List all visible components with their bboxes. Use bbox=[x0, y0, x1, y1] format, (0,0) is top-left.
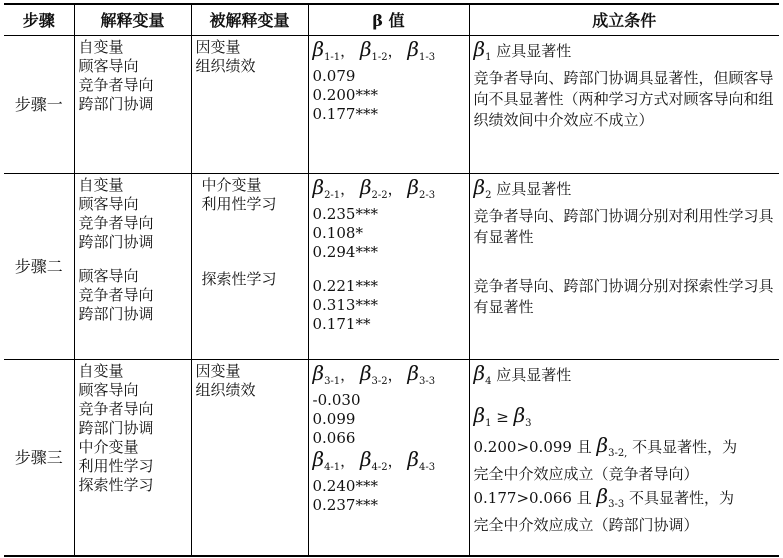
condition-line: 0.177>0.066 且 $\beta_{3-3}$ 不具显著性，为 bbox=[473, 484, 734, 510]
explanatory-item: 顾客导向 bbox=[78, 267, 139, 285]
explanatory-cell bbox=[74, 36, 191, 174]
explanatory-item: 跨部门协调 bbox=[78, 233, 154, 251]
beta-value: 0.177*** bbox=[312, 105, 378, 123]
explanatory-item: 顾客导向 bbox=[78, 195, 139, 213]
beta-cell bbox=[308, 174, 469, 360]
beta-value: 0.240*** bbox=[312, 477, 378, 495]
table-row-step-1 bbox=[4, 36, 779, 174]
beta-symbols: $\beta_{3-1}$， $\beta_{3-2}$， $\beta_{3-3}$ bbox=[312, 361, 436, 387]
condition-title: $\beta_4$ 应具显著性 bbox=[473, 361, 572, 387]
beta-cell bbox=[308, 360, 469, 556]
beta-value: 0.066 bbox=[312, 429, 356, 447]
beta-value: 0.171** bbox=[312, 315, 371, 333]
condition-text: 竞争者导向、跨部门协调分别对探索性学习具有显著性 bbox=[473, 277, 774, 316]
beta-value: 0.237*** bbox=[312, 496, 378, 514]
dependent-item: 因变量 bbox=[195, 38, 241, 56]
condition-title: $\beta_2$ 应具显著性 bbox=[473, 175, 572, 201]
explanatory-item: 竞争者导向 bbox=[78, 76, 154, 94]
dependent-item: 组织绩效 bbox=[195, 381, 256, 399]
explanatory-item: 跨部门协调 bbox=[78, 419, 154, 437]
beta-symbols: $\beta_{2-1}$， $\beta_{2-2}$， $\beta_{2-3}$ bbox=[312, 175, 436, 201]
condition-text: 竞争者导向、跨部门协调具显著性，但顾客导向不具显著性（两种学习方式对顾客导向和组织绩效间中介效应不成立） bbox=[473, 69, 774, 129]
condition-line: 完全中介效应成立（竞争者导向） bbox=[473, 465, 699, 483]
beta-value: 0.294*** bbox=[312, 243, 378, 261]
explanatory-item: 自变量 bbox=[78, 176, 124, 194]
beta-symbols: $\beta_{4-1}$， $\beta_{4-2}$， $\beta_{4-3}$ bbox=[312, 447, 436, 473]
step-label: 步骤一 bbox=[4, 36, 74, 174]
beta-cell bbox=[308, 36, 469, 174]
explanatory-item: 中介变量 bbox=[78, 438, 139, 456]
explanatory-item: 跨部门协调 bbox=[78, 305, 154, 323]
beta-symbols: $\beta_{1-1}$， $\beta_{1-2}$， $\beta_{1-3}$ bbox=[312, 37, 436, 63]
header-step: 步骤 bbox=[4, 4, 74, 36]
dependent-item: 组织绩效 bbox=[195, 57, 256, 75]
beta-value: 0.108* bbox=[312, 224, 363, 242]
header-row bbox=[4, 4, 779, 36]
dependent-cell bbox=[191, 360, 308, 556]
dependent-item: 探索性学习 bbox=[201, 270, 277, 288]
dependent-item: 中介变量 bbox=[201, 176, 262, 194]
dependent-cell bbox=[191, 174, 308, 360]
condition-text: 竞争者导向、跨部门协调分别对利用性学习具有显著性 bbox=[473, 207, 774, 246]
beta-value: 0.099 bbox=[312, 410, 356, 428]
explanatory-item: 利用性学习 bbox=[78, 457, 154, 475]
explanatory-item: 自变量 bbox=[78, 362, 124, 380]
explanatory-item: 竞争者导向 bbox=[78, 400, 154, 418]
beta-value: 0.221*** bbox=[312, 277, 378, 295]
header-explanatory: 解释变量 bbox=[74, 4, 191, 36]
condition-cell bbox=[469, 174, 779, 360]
beta-value: 0.235*** bbox=[312, 205, 378, 223]
dependent-item: 利用性学习 bbox=[201, 195, 277, 213]
beta-value: -0.030 bbox=[312, 391, 361, 409]
dependent-item: 因变量 bbox=[195, 362, 241, 380]
condition-title: $\beta_1$ 应具显著性 bbox=[473, 37, 572, 63]
explanatory-item: 自变量 bbox=[78, 38, 124, 56]
explanatory-cell bbox=[74, 174, 191, 360]
explanatory-cell bbox=[74, 360, 191, 556]
explanatory-item: 竞争者导向 bbox=[78, 214, 154, 232]
beta-value: 0.079 bbox=[312, 67, 356, 85]
beta-value: 0.200*** bbox=[312, 86, 378, 104]
explanatory-item: 竞争者导向 bbox=[78, 286, 154, 304]
condition-line: 完全中介效应成立（跨部门协调） bbox=[473, 516, 699, 534]
header-dependent: 被解释变量 bbox=[191, 4, 308, 36]
beta-value: 0.313*** bbox=[312, 296, 378, 314]
explanatory-item: 探索性学习 bbox=[78, 476, 154, 494]
explanatory-item: 顾客导向 bbox=[78, 57, 139, 75]
condition-cell bbox=[469, 36, 779, 174]
step-label: 步骤三 bbox=[4, 360, 74, 556]
header-condition: 成立条件 bbox=[469, 4, 779, 36]
explanatory-item: 跨部门协调 bbox=[78, 95, 154, 113]
condition-cell bbox=[469, 360, 779, 556]
table-row-step-2 bbox=[4, 174, 779, 360]
condition-compare: $\beta_1 \ge \beta_3$ bbox=[473, 403, 532, 429]
mediation-test-table bbox=[4, 3, 779, 557]
dependent-cell bbox=[191, 36, 308, 174]
table-row-step-3 bbox=[4, 360, 779, 556]
condition-line: 0.200>0.099 且 $\beta_{3-2,}$ 不具显著性，为 bbox=[473, 433, 738, 459]
step-label: 步骤二 bbox=[4, 174, 74, 360]
header-beta: β 值 bbox=[308, 4, 469, 36]
explanatory-item: 顾客导向 bbox=[78, 381, 139, 399]
